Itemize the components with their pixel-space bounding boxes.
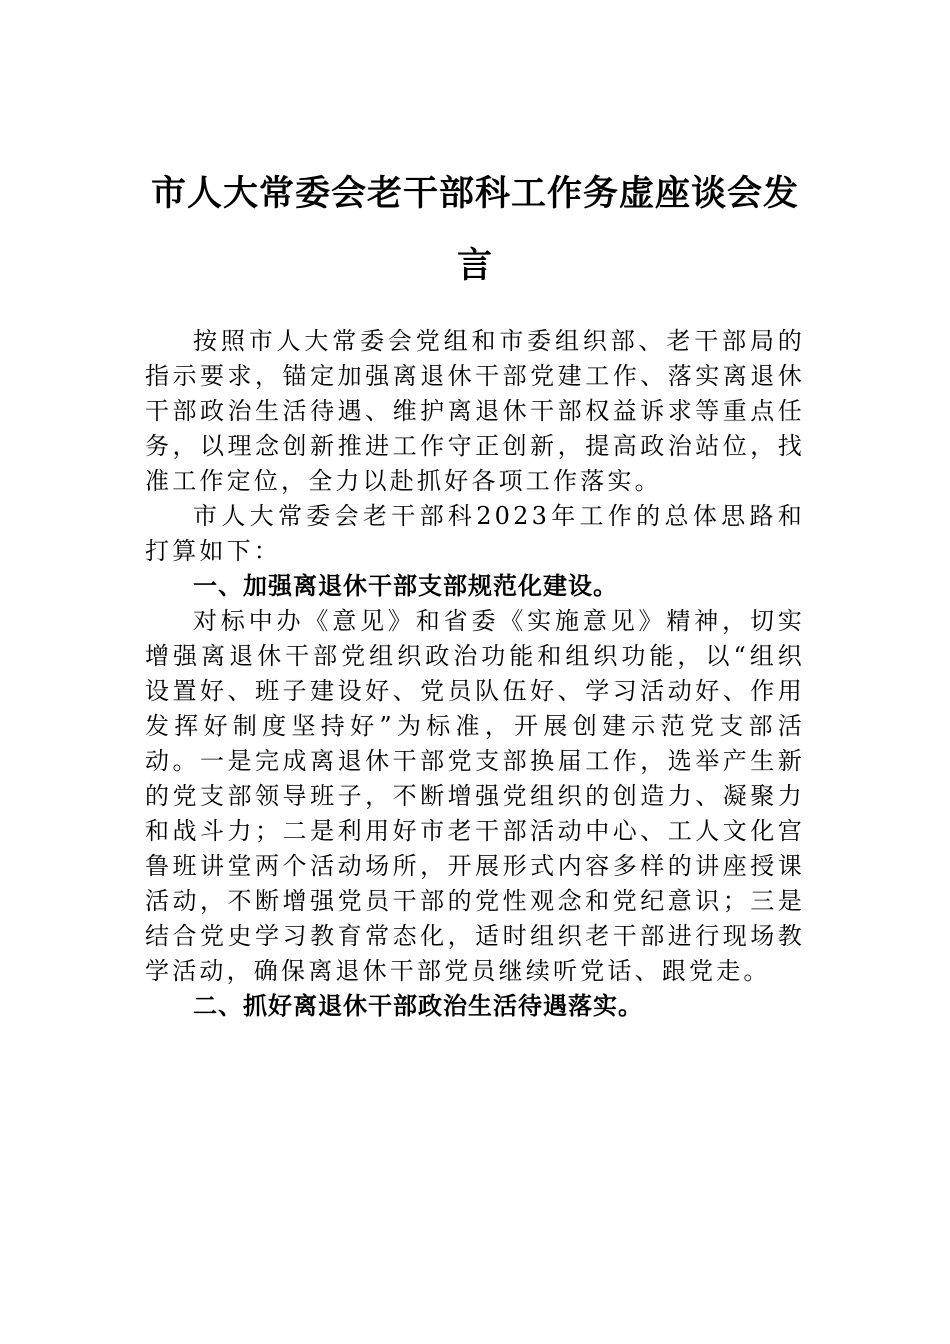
section-heading-1: 一、加强离退休干部支部规范化建设。 bbox=[193, 572, 618, 600]
section-1-paragraph: 对标中办《意见》和省委《实施意见》精神，切实增强离退休干部党组织政治功能和组织功能，以“组织设置好、班子建设好、党员队伍好、学习活动好、作用发挥好制度坚持好”为标准，开展创建示范党支部活动。一是完成离退休干部党支部换届工作，选举产生新的党支部领导班子，不断增强党组织的创造力、凝聚力和战斗力；二是利用好市老干部活动中心、工人文化宫鲁班讲堂两个活动场所，开展形式内容多样的讲座授课活动，不断增强党员干部的党性观念和党纪意识；三是结合党史学习教育常态化，适时组织老干部进行现场教学活动，确保离退休干部党员继续听党话、跟党走。 bbox=[145, 607, 805, 985]
section-heading-2: 二、抓好离退休干部政治生活待遇落实。 bbox=[193, 992, 643, 1020]
document-title: 市人大常委会老干部科工作务虚座谈会发言 bbox=[150, 174, 799, 286]
overview-paragraph: 市人大常委会老干部科2023年工作的总体思路和打算如下： bbox=[145, 502, 805, 565]
document-body bbox=[145, 324, 805, 1024]
intro-paragraph: 按照市人大常委会党组和市委组织部、老干部局的指示要求，锚定加强离退休干部党建工作、落实离退休干部政治生活待遇、维护离退休干部权益诉求等重点任务，以理念创新推进工作守正创新，提高政治站位，找准工作定位，全力以赴抓好各项工作落实。 bbox=[145, 327, 805, 495]
